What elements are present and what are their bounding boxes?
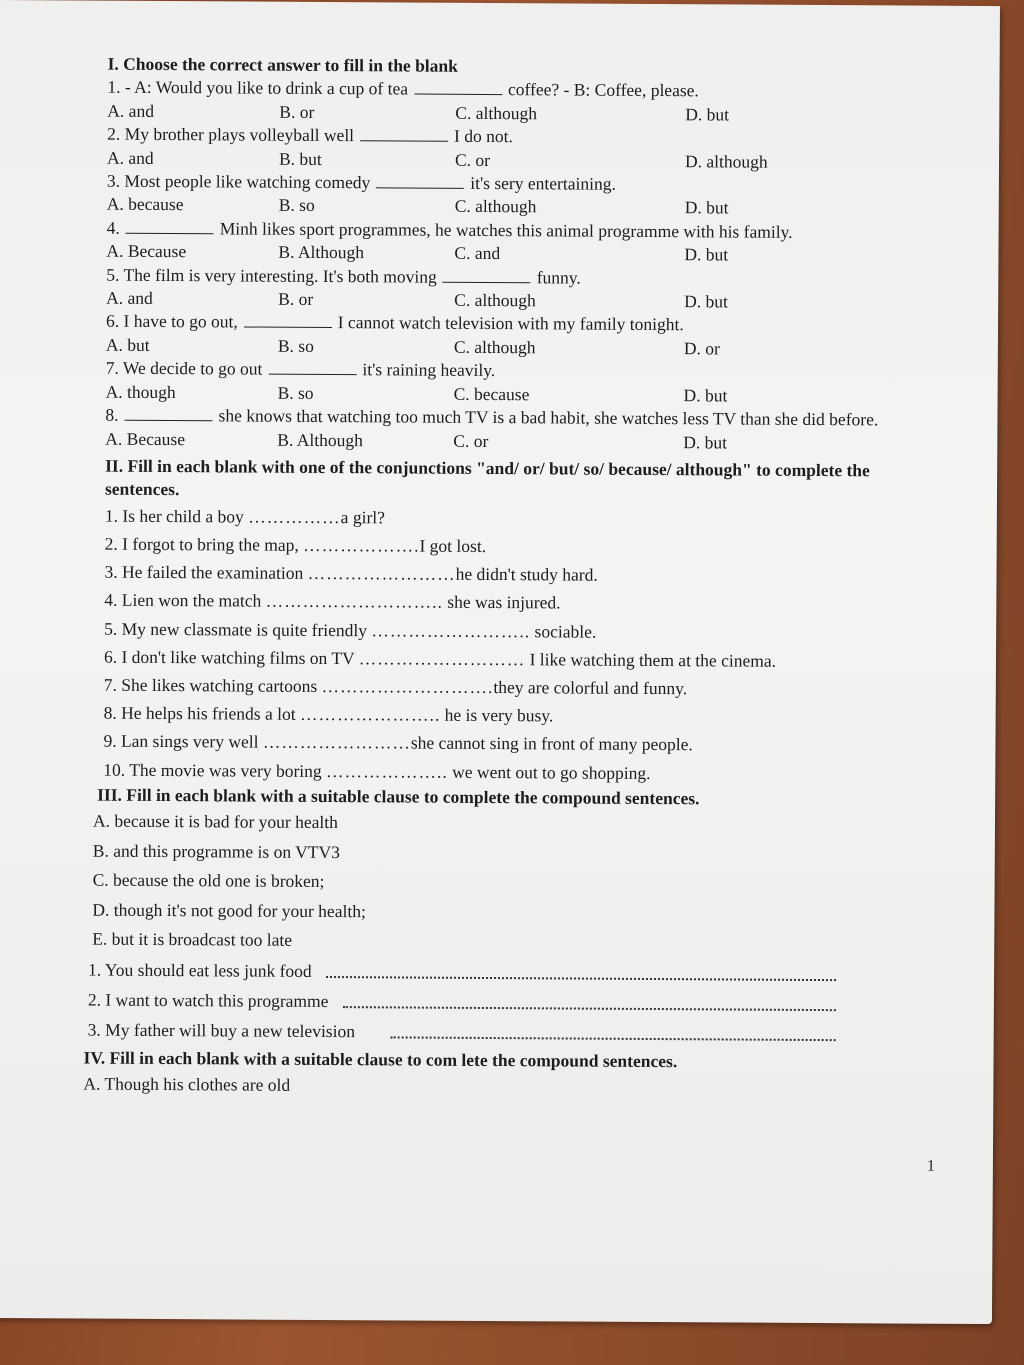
question-stem: 7. We decide to go out <box>105 357 263 379</box>
section1-question-4 <box>106 216 926 268</box>
option-c[interactable]: C. and <box>454 243 501 264</box>
item-stem: 9. Lan sings very well <box>103 730 259 752</box>
item-tail: a girl? <box>340 506 386 528</box>
section3-sentence-3 <box>88 1014 836 1049</box>
item-stem: 5. My new classmate is quite friendly <box>104 618 368 640</box>
question-stem: 6. I have to go out, <box>105 311 238 332</box>
item-tail: we went out to go shopping. <box>452 761 651 783</box>
question-stem: 2. My brother plays volleyball well <box>107 123 355 146</box>
option-b[interactable]: B. Although <box>278 241 365 263</box>
question-stem: 8. <box>105 404 119 425</box>
option-d[interactable]: D. but <box>684 197 729 218</box>
item-stem: 6. I don't like watching films on TV <box>103 646 355 668</box>
answer-line[interactable] <box>326 956 836 981</box>
answer-blank[interactable] <box>126 219 214 235</box>
item-tail: they are colorful and funny. <box>493 676 688 699</box>
option-b[interactable]: B. so <box>277 335 314 356</box>
question-tail: coffee? - B: Coffee, please. <box>507 79 699 101</box>
question-tail: I cannot watch television with my family tonight. <box>337 312 684 335</box>
answer-blank[interactable]: ………………………. <box>321 675 494 697</box>
option-a[interactable]: A. because <box>106 194 184 215</box>
item-tail: I like watching them at the cinema. <box>529 648 777 671</box>
option-c[interactable]: C. although <box>454 196 537 217</box>
question-stem: 3. Most people like watching comedy <box>106 170 371 193</box>
section3-clauses <box>92 807 923 960</box>
option-c[interactable]: C. or <box>454 149 491 170</box>
question-stem: 4. <box>106 217 120 238</box>
item-tail: she cannot sing in front of many people. <box>410 732 693 755</box>
question-stem: 1. - A: Would you like to drink a cup of tea <box>107 77 409 99</box>
option-a[interactable]: A. but <box>105 334 150 355</box>
answer-blank[interactable]: ……………………….. <box>265 590 444 613</box>
item-tail: he is very busy. <box>444 704 554 726</box>
question-tail: Minh likes sport programmes, he watches this animal programme with his family. <box>219 218 793 242</box>
item-stem: 3. He failed the examination <box>104 561 304 583</box>
answer-line[interactable] <box>391 1016 836 1041</box>
answer-line[interactable] <box>342 986 836 1011</box>
option-b[interactable]: B. so <box>277 382 314 403</box>
section1-question-5 <box>106 263 926 315</box>
section2-items <box>103 501 925 788</box>
option-c[interactable]: C. or <box>453 430 489 451</box>
answer-blank[interactable] <box>268 360 356 376</box>
option-b[interactable]: B. or <box>279 101 315 122</box>
page-number: 1 <box>926 1157 935 1175</box>
sentence-stem: 1. You should eat less junk food <box>88 959 312 981</box>
answer-blank[interactable] <box>376 173 464 189</box>
answer-blank[interactable]: ……………………… <box>358 647 526 669</box>
option-b[interactable]: B. so <box>278 195 315 216</box>
option-a[interactable]: A. though <box>105 381 176 402</box>
section3-sentence-2 <box>88 984 836 1019</box>
sentence-stem: 2. I want to watch this programme <box>87 989 329 1011</box>
option-d[interactable]: D. although <box>684 150 768 172</box>
answer-blank[interactable] <box>360 126 448 142</box>
option-d[interactable]: D. but <box>683 384 728 406</box>
item-stem: 10. The movie was very boring <box>103 759 322 781</box>
clause-option: A. because it is bad for your health <box>92 810 338 833</box>
option-c[interactable]: C. although <box>453 336 536 358</box>
question-stem: 5. The film is very interesting. It's both moving <box>106 264 437 287</box>
answer-blank[interactable]: ………………. <box>303 534 420 556</box>
item-stem: 4. Lien won the match <box>104 589 262 611</box>
answer-blank[interactable]: …………………… <box>262 731 411 753</box>
option-d[interactable]: D. but <box>684 244 729 265</box>
item-tail: sociable. <box>534 620 597 642</box>
item-tail: he didn't study hard. <box>455 563 598 585</box>
section1-question-3 <box>107 170 927 222</box>
section3-sentence-1 <box>88 954 836 989</box>
question-tail: it's raining heavily. <box>362 359 496 381</box>
answer-blank[interactable] <box>414 80 502 96</box>
section1-title: I. Choose the correct answer to fill in the blank <box>107 53 458 76</box>
answer-blank[interactable] <box>125 406 213 422</box>
worksheet-content <box>83 53 927 1105</box>
option-c[interactable]: C. because <box>453 383 530 404</box>
section1-question-8 <box>105 404 925 456</box>
option-d[interactable]: D. but <box>683 431 728 452</box>
item-stem: 8. He helps his friends a lot <box>103 702 296 724</box>
option-a[interactable]: A. Because <box>105 428 186 449</box>
option-c[interactable]: C. although <box>454 289 536 311</box>
option-c[interactable]: C. although <box>455 102 538 124</box>
clause-option: C. because the old one is broken; <box>92 869 325 892</box>
section1-question-2 <box>107 123 927 175</box>
question-tail: I do not. <box>454 125 513 147</box>
answer-blank[interactable] <box>244 313 332 329</box>
section2-title: II. Fill in each blank with one of the conjunctions "and/ or/ but/ so/ because/ although" to complete the sentences. <box>104 455 870 500</box>
option-d[interactable]: D. or <box>683 338 720 359</box>
answer-blank[interactable]: ………………….. <box>299 703 441 725</box>
item-tail: she was injured. <box>447 592 561 613</box>
item-tail: I got lost. <box>419 535 487 556</box>
section4-option-a: A. Though his clothes are old <box>83 1073 291 1095</box>
section1-question-1 <box>107 76 927 128</box>
sentence-stem: 3. My father will buy a new television <box>87 1019 356 1041</box>
option-b[interactable]: B. or <box>278 288 314 309</box>
section1-question-6 <box>106 310 926 362</box>
option-a[interactable]: A. and <box>106 147 154 168</box>
section3-sentences <box>88 954 837 1049</box>
option-d[interactable]: D. but <box>684 291 728 312</box>
option-a[interactable]: A. Because <box>106 240 187 262</box>
answer-blank[interactable]: …………………… <box>307 563 456 584</box>
question-tail: funny. <box>536 266 581 288</box>
option-a[interactable]: A. and <box>106 287 153 309</box>
question-tail: she knows that watching too much TV is a bad habit, she watches less TV than she did before. <box>218 405 879 430</box>
option-d[interactable]: D. but <box>685 104 730 125</box>
option-a[interactable]: A. and <box>107 100 155 121</box>
section1-question-7 <box>106 357 926 409</box>
item-stem: 2. I forgot to bring the map, <box>104 533 299 555</box>
section4-title: IV. Fill in each blank with a suitable clause to com lete the compound sentences. <box>83 1047 678 1071</box>
answer-blank[interactable]: …………… <box>248 506 341 527</box>
section2-item-4 <box>104 586 924 619</box>
option-b[interactable]: B. Although <box>277 429 363 450</box>
answer-blank[interactable]: …………………….. <box>371 619 531 641</box>
option-b[interactable]: B. but <box>278 148 322 169</box>
clause-option: E. but it is broadcast too late <box>92 928 293 950</box>
clause-option: B. and this programme is on VTV3 <box>92 840 340 862</box>
question-tail: it's sery entertaining. <box>470 172 616 194</box>
answer-blank[interactable]: ……………….. <box>326 760 448 782</box>
item-stem: 1. Is her child a boy <box>104 505 244 527</box>
section2-item-9 <box>103 727 923 760</box>
item-stem: 7. She likes watching cartoons <box>103 674 318 696</box>
section3-title: III. Fill in each blank with a suitable clause to complete the compound sentences. <box>97 784 700 809</box>
clause-option: D. though it's not good for your health; <box>92 899 366 921</box>
answer-blank[interactable] <box>443 267 531 283</box>
